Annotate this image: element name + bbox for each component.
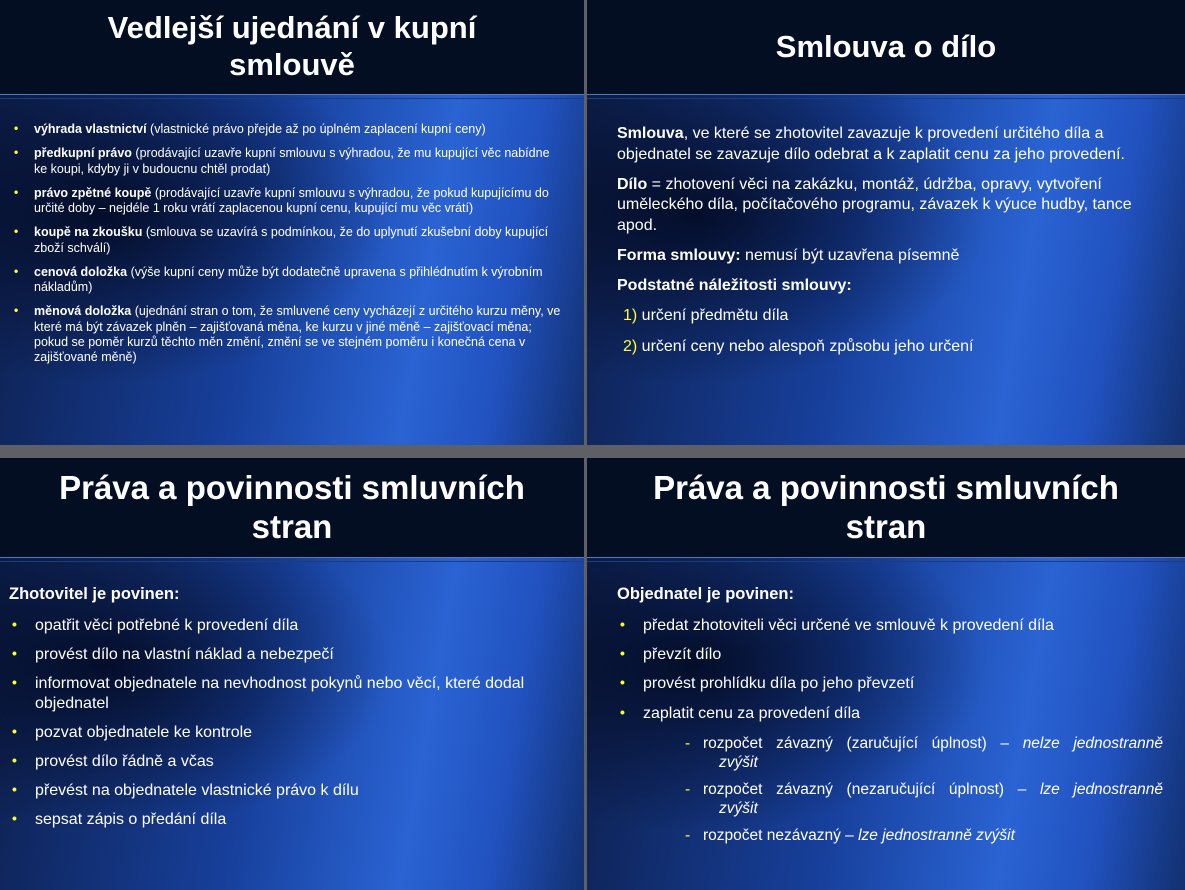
item-text: provést dílo na vlastní náklad a nebezpečí <box>35 646 334 664</box>
sub-list <box>673 735 1163 854</box>
bullet-dot-icon: • <box>12 722 17 739</box>
item-keyword: výhrada vlastnictví <box>34 122 147 136</box>
slide-title-line-2: stran <box>251 507 333 545</box>
item-keyword: předkupní právo <box>34 146 132 161</box>
sub-item-line <box>703 735 1163 754</box>
item-text: opatřit věci potřebné k provedení díla <box>35 617 299 634</box>
list-item <box>617 704 1177 723</box>
definition: = zhotovení věci na zakázku, montáž, údržba, opravy, vytvoření uměleckého díla, počítačového programu, závazek k výuce hudby, tance apod. <box>617 175 1132 235</box>
bullet-list <box>14 122 564 374</box>
list-item <box>14 225 564 256</box>
list-item <box>9 723 569 742</box>
list-item <box>14 265 564 296</box>
bullet-dot-icon: • <box>620 703 625 720</box>
bullet-dot-icon: • <box>12 616 17 632</box>
sub-item-line <box>703 781 1163 800</box>
paragraph-forma <box>617 246 1165 267</box>
sub-item-text: rozpočet závazný (zaručující úplnost) – <box>703 735 1023 752</box>
sub-list-item <box>673 781 1163 819</box>
dash-icon: - <box>685 735 691 752</box>
slide-smlouva-o-dilo <box>587 0 1185 445</box>
slide-prava-zhotovitel <box>0 458 584 890</box>
header-divider <box>587 557 1185 558</box>
header-divider <box>0 94 584 95</box>
bullet-dot-icon: • <box>620 645 625 662</box>
item-text: převzít dílo <box>643 646 722 664</box>
bullet-dot-icon: • <box>14 121 19 135</box>
definition: nemusí být uzavřena písemně <box>740 246 960 264</box>
header-divider-secondary <box>0 98 584 99</box>
bullet-dot-icon: • <box>12 751 17 768</box>
list-item <box>14 122 564 137</box>
slide-title <box>653 469 1119 547</box>
item-text: určení předmětu díla <box>637 306 789 324</box>
item-keyword: cenová doložka <box>34 264 128 279</box>
item-text: zaplatit cenu za provedení díla <box>643 704 861 722</box>
slide-title-line-2: smlouvě <box>229 47 355 82</box>
item-text: určení ceny nebo alespoň způsobu jeho určení <box>637 338 974 356</box>
item-text: (smlouva se uzavírá s podmínkou, že do uplynutí zkušební doby kupující zboží schválí) <box>34 225 549 255</box>
item-text: (prodávající uzavře kupní smlouvu s výhradou, že mu kupující věc nabídne ke koupi, kdyby ji v budoucnu chtěl prodat) <box>34 146 550 176</box>
sub-item-emphasis: nelze jednostranně <box>1022 735 1163 752</box>
item-text: informovat objednatele na nevhodnost pokynů nebo věcí, které dodal objednatel <box>35 675 525 712</box>
slide-header <box>0 0 584 94</box>
term: Dílo <box>617 175 648 193</box>
header-divider <box>587 94 1185 95</box>
slide-title-line-1: Práva a povinnosti smluvních <box>653 468 1119 506</box>
list-item <box>9 752 569 771</box>
list-item <box>9 645 569 664</box>
definition: , ve které se zhotovitel zavazuje k provedení určitého díla a objednatel se zavazuje dílo odebrat a k zaplatit cenu za jeho provedení. <box>617 125 1125 163</box>
sub-list-item <box>673 735 1163 773</box>
slide-vedlejsi-ujednani <box>0 0 584 445</box>
slide-header <box>0 458 584 557</box>
item-number: 2) <box>623 338 638 356</box>
item-text: provést dílo řádně a včas <box>35 752 214 770</box>
slide-title-line-2: stran <box>845 507 927 545</box>
item-number: 1) <box>623 306 638 324</box>
list-item <box>14 186 564 217</box>
bullet-list <box>9 616 569 840</box>
slide-title-line-1: Práva a povinnosti smluvních <box>59 468 525 506</box>
item-text: provést prohlídku díla po jeho převzetí <box>643 675 915 693</box>
paragraph-nalezitosti <box>617 276 1165 297</box>
bullet-dot-icon: • <box>620 674 625 691</box>
bullet-dot-icon: • <box>12 674 17 691</box>
list-item <box>617 674 1177 693</box>
list-item <box>14 146 564 177</box>
header-divider-secondary <box>587 561 1185 562</box>
sub-item-text: rozpočet závazný (nezaručující úplnost) – <box>703 780 1040 798</box>
bullet-dot-icon: • <box>620 616 625 632</box>
bullet-dot-icon: • <box>14 303 19 318</box>
slide-title: Smlouva o dílo <box>775 28 997 64</box>
item-text: předat zhotoviteli věci určené ve smlouvě k provedení díla <box>643 617 1054 634</box>
item-text: (výše kupní ceny může být dodatečně upravena s přihlédnutím k výrobním nákladům) <box>34 264 543 294</box>
numbered-item <box>623 306 1165 327</box>
sub-item-continuation: zvýšit <box>719 753 758 771</box>
paragraph-dilo <box>617 175 1165 237</box>
list-item <box>9 674 569 712</box>
list-item <box>617 645 1177 664</box>
item-text: sepsat zápis o předání díla <box>35 811 227 829</box>
sub-item-continuation: zvýšit <box>719 799 758 817</box>
slide-title <box>108 10 477 83</box>
section-lead: Zhotovitel je povinen: <box>9 585 180 603</box>
list-item <box>9 781 569 800</box>
bullet-list <box>617 616 1177 733</box>
item-keyword: právo zpětné koupě <box>34 185 152 200</box>
slide-title-line-1: Vedlejší ujednání v kupní <box>107 10 477 46</box>
bullet-dot-icon: • <box>12 781 17 798</box>
sub-item-emphasis: lze jednostranně <box>1039 780 1164 798</box>
numbered-item <box>623 337 1165 358</box>
slide-prava-objednatel <box>587 458 1185 890</box>
bullet-dot-icon: • <box>12 810 17 827</box>
dash-icon: - <box>685 826 691 844</box>
item-keyword: koupě na zkoušku <box>34 225 143 240</box>
sub-item-emphasis: lze jednostranně zvýšit <box>858 826 1015 844</box>
item-keyword: měnová doložka <box>34 304 132 319</box>
list-item <box>617 616 1177 635</box>
slide-title <box>59 469 525 547</box>
item-text: převést na objednatele vlastnické právo k dílu <box>35 782 359 800</box>
bullet-dot-icon: • <box>14 145 19 160</box>
paragraph-smlouva <box>617 124 1165 166</box>
list-item <box>9 616 569 635</box>
item-text: (prodávající uzavře kupní smlouvu s výhradou, že pokud kupujícímu do určité doby – nejdéle 1 roku vrátí zaplacenou kupní cenu, kupující mu věc vrátí) <box>34 185 549 215</box>
slide-header <box>587 458 1185 557</box>
item-text: (ujednání stran o tom, že smluvené ceny vycházejí z určitého kurzu měny, ve které má být závazek plněn – zajišťovaná měna, ke kurzu v jiné měně – zajišťovací měna; pokud se poměr kurzů těchto měn změní, změní se ve stejném poměru i konečná cena v zajišťované měně) <box>34 304 561 364</box>
list-item <box>9 810 569 829</box>
header-divider <box>0 557 584 558</box>
term: Smlouva <box>617 125 684 142</box>
sub-item-text: rozpočet nezávazný – <box>703 826 859 844</box>
bullet-dot-icon: • <box>14 263 19 278</box>
header-divider-secondary <box>0 561 584 562</box>
term: Podstatné náležitosti smlouvy: <box>617 276 852 294</box>
item-text: pozvat objednatele ke kontrole <box>35 723 253 741</box>
bullet-dot-icon: • <box>12 645 17 662</box>
section-lead: Objednatel je povinen: <box>617 585 794 603</box>
dash-icon: - <box>685 780 691 798</box>
header-divider-secondary <box>587 98 1185 99</box>
list-item <box>14 304 564 365</box>
slide-body <box>617 124 1165 369</box>
slide-header <box>587 0 1185 94</box>
sub-list-item <box>673 827 1163 846</box>
bullet-dot-icon: • <box>14 224 19 239</box>
bullet-dot-icon: • <box>14 184 19 199</box>
term: Forma smlouvy: <box>617 246 741 264</box>
item-text: (vlastnické právo přejde až po úplném zaplacení kupní ceny) <box>146 122 486 136</box>
